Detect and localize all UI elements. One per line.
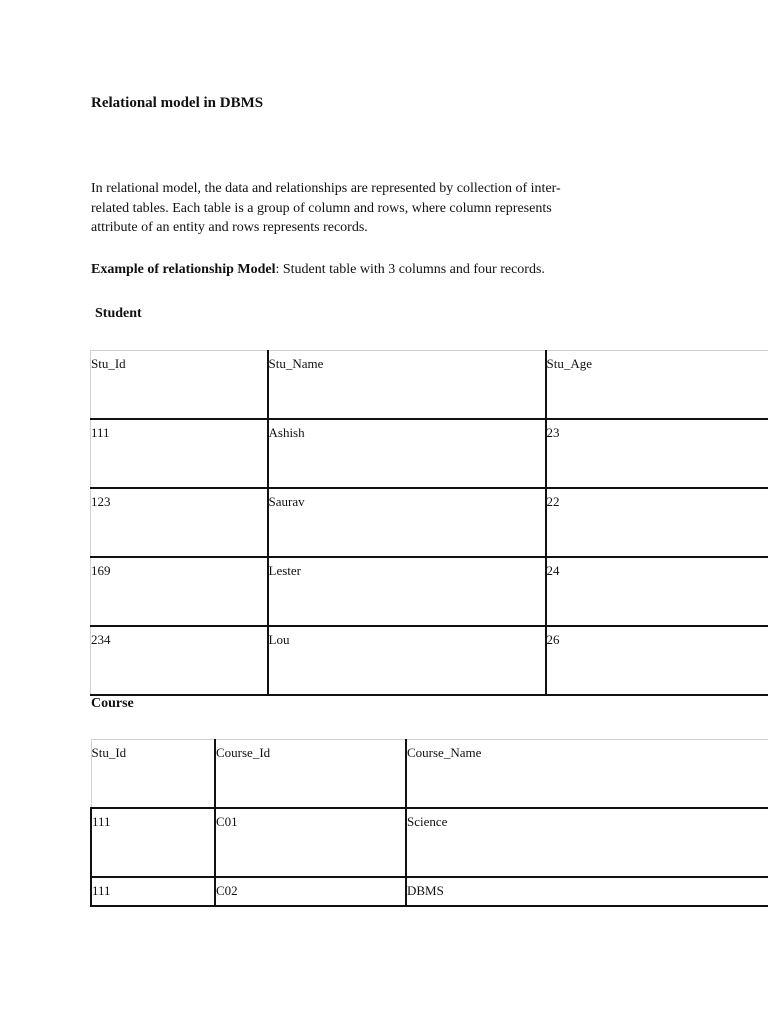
- table-cell: 111: [91, 808, 215, 877]
- table-cell: 234: [91, 626, 268, 695]
- table-cell: Science: [406, 808, 768, 877]
- table-cell: 23: [546, 419, 768, 488]
- table-row: [91, 488, 768, 557]
- table-cell: Ashish: [268, 419, 546, 488]
- student-table: [90, 350, 768, 696]
- example-label: Example of relationship Model: [91, 262, 276, 277]
- table-cell: 123: [91, 488, 268, 557]
- example-paragraph: [91, 262, 545, 278]
- header-cell-stu-id: Stu_Id: [91, 740, 215, 809]
- table-row: [91, 626, 768, 695]
- course-table-caption: Course: [91, 696, 134, 711]
- table-cell: 111: [91, 877, 215, 906]
- header-cell-stu-id: Stu_Id: [91, 351, 268, 420]
- header-cell-course-name: Course_Name: [406, 740, 768, 809]
- table-cell: C02: [215, 877, 406, 906]
- table-row: [91, 877, 768, 906]
- header-cell-stu-age: Stu_Age: [546, 351, 768, 420]
- table-row: [91, 557, 768, 626]
- table-header-row: [91, 351, 768, 420]
- table-cell: C01: [215, 808, 406, 877]
- page-title: Relational model in DBMS: [91, 95, 264, 111]
- intro-line: attribute of an entity and rows represents records.: [91, 220, 368, 235]
- table-row: [91, 419, 768, 488]
- intro-line: In relational model, the data and relationships are represented by collection of inter-: [91, 181, 561, 196]
- example-text: : Student table with 3 columns and four records.: [275, 262, 545, 277]
- table-cell: 111: [91, 419, 268, 488]
- intro-paragraph: [91, 179, 651, 238]
- header-cell-stu-name: Stu_Name: [268, 351, 546, 420]
- table-cell: 24: [546, 557, 768, 626]
- student-table-caption: Student: [95, 306, 142, 321]
- table-row: [91, 808, 768, 877]
- table-cell: 22: [546, 488, 768, 557]
- table-cell: Lou: [268, 626, 546, 695]
- intro-line: related tables. Each table is a group of column and rows, where column represents: [91, 200, 552, 216]
- table-cell: 169: [91, 557, 268, 626]
- table-cell: 26: [546, 626, 768, 695]
- table-header-row: [91, 740, 768, 809]
- table-cell: Saurav: [268, 488, 546, 557]
- header-cell-course-id: Course_Id: [215, 740, 406, 809]
- course-table: [90, 739, 768, 907]
- table-cell: Lester: [268, 557, 546, 626]
- table-cell: DBMS: [406, 877, 768, 906]
